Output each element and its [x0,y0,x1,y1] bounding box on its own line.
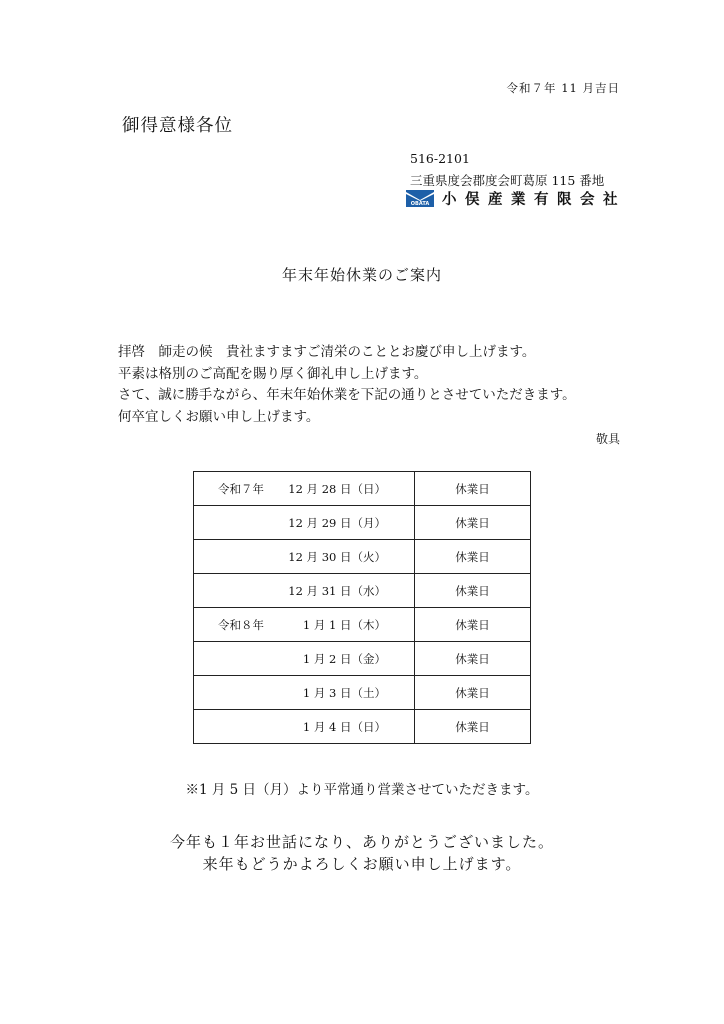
era-label: 令和７年 [218,482,264,496]
status-cell: 休業日 [415,710,531,744]
date-label: 12 月 28 日（日） [288,482,386,496]
date-label: 1 月 3 日（土） [302,686,386,700]
date-label: 1 月 2 日（金） [302,652,386,666]
table-row [194,540,531,574]
company-logo [406,190,434,207]
date-cell [194,710,415,744]
message-line: 今年も１年お世話になり、ありがとうございました。 [169,833,554,851]
recipient: 御得意様各位 [122,116,233,136]
table-row [194,608,531,642]
table-row [194,710,531,744]
date-cell [194,608,415,642]
date-label: 12 月 30 日（火） [288,550,386,564]
date-cell [194,642,415,676]
postal-code: 516-2101 [410,151,470,166]
status-cell: 休業日 [415,642,531,676]
date-label: 12 月 29 日（月） [288,516,386,530]
date-cell [194,574,415,608]
table-row [194,574,531,608]
body-line: さて、誠に勝手ながら、年末年始休業を下記の通りとさせていただきます。 [118,387,576,403]
closing-word: 敬具 [595,432,620,446]
status-cell: 休業日 [415,574,531,608]
address: 三重県度会郡度会町葛原 115 番地 [410,173,605,188]
status-cell: 休業日 [415,608,531,642]
company-signature [406,188,626,209]
letter-body [118,342,576,428]
closing-message [0,831,724,875]
date-cell [194,472,415,506]
issue-date: 令和７年 11 月吉日 [506,81,620,95]
date-label: 1 月 1 日（木） [302,618,386,632]
date-cell [194,676,415,710]
status-cell: 休業日 [415,676,531,710]
sender-block [410,148,604,192]
date-cell [194,540,415,574]
status-cell: 休業日 [415,472,531,506]
holiday-schedule-table [193,471,531,744]
status-cell: 休業日 [415,506,531,540]
reopening-note: ※1 月 5 日（月）より平常通り営業させていただきます。 [185,782,539,798]
logo-text: OBATA [410,201,430,207]
body-line: 拝啓 師走の候 貴社ますますご清栄のこととお慶び申し上げます。 [118,344,536,360]
body-line: 平素は格別のご高配を賜り厚く御礼申し上げます。 [118,365,428,382]
table-row [194,676,531,710]
date-label: 1 月 4 日（日） [302,720,386,734]
table-row [194,472,531,506]
era-label: 令和８年 [218,618,264,632]
message-line: 来年もどうかよろしくお願い申し上げます。 [202,855,522,873]
table-row [194,506,531,540]
table-row [194,642,531,676]
date-label: 12 月 31 日（水） [288,584,386,598]
company-name: 小俣産業有限会社 [442,192,626,208]
document-title: 年末年始休業のご案内 [281,266,442,284]
status-cell: 休業日 [415,540,531,574]
body-line: 何卒宜しくお願い申し上げます。 [118,408,320,425]
date-cell [194,506,415,540]
